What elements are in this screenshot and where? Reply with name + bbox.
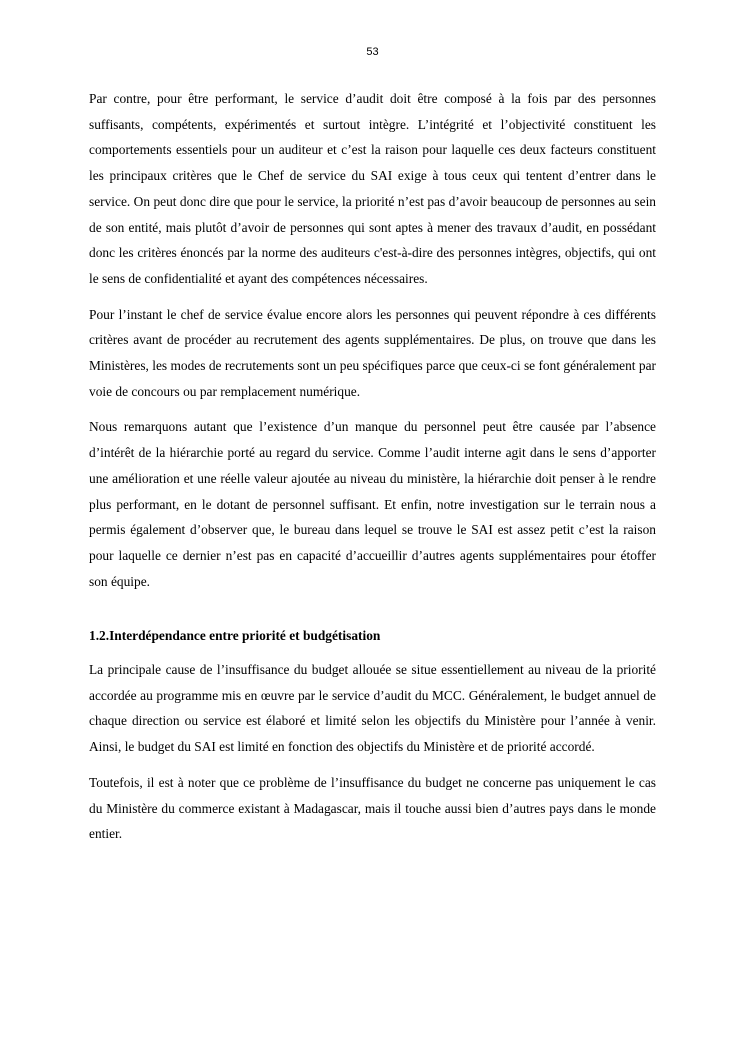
page-number: 53 [366, 46, 379, 58]
paragraph-recruitment-evaluation: Pour l’instant le chef de service évalue encore alors les personnes qui peuvent répondre à ces différents critères avant de procéder au recrutement des agents supplémentaires. De plus, on trouve que dans les Ministères, les modes de recrutements sont un peu spécifiques parce que ceux-ci se font généralement par voie de concours ou par remplacement numérique. [89, 306, 656, 399]
document-body [89, 86, 656, 857]
section-heading: 1.2.Interdépendance entre priorité et budgétisation [89, 628, 381, 644]
paragraph-budget-insufficiency: La principale cause de l’insuffisance du budget allouée se situe essentiellement au niveau de la priorité accordée au programme mis en œuvre par le service d’audit du MCC. Généralement, le budget annuel de chaque direction ou service est élaboré et limité selon les objectifs du Ministère pour l’année à venir. Ainsi, le budget du SAI est limité en fonction des objectifs du Ministère et de priorité accordé. [89, 662, 656, 755]
paragraph-audit-staff-qualities: Par contre, pour être performant, le service d’audit doit être composé à la fois par des personnes suffisants, compétents, expérimentés et surtout intègre. L’intégrité et l’objectivité constituent les comportements essentiels pour un auditeur et c’est la raison pour laquelle ces deux facteurs constituent les principaux critères que le Chef de service du SAI exige à tous ceux qui tentent d’entrer dans le service. On peut donc dire que pour le service, la priorité n’est pas d’avoir beaucoup de personnes au sein de son entité, mais plutôt d’avoir de personnes qui sont aptes à mener des travaux d’audit, en possédant donc les critères énoncés par la norme des auditeurs c'est-à-dire des personnes intègres, objectifs, qui ont le sens de confidentialité et ayant des compétences nécessaires. [89, 91, 656, 286]
paragraph-budget-other-countries: Toutefois, il est à noter que ce problème de l’insuffisance du budget ne concerne pas uniquement le cas du Ministère du commerce existant à Madagascar, mais il touche aussi bien d’autres pays dans le monde entier. [89, 774, 656, 842]
paragraph-staff-shortage-causes: Nous remarquons autant que l’existence d’un manque du personnel peut être causée par l’absence d’intérêt de la hiérarchie porté au regard du service. Comme l’audit interne agit dans le sens d’apporter une amélioration et une réelle valeur ajoutée au niveau du ministère, la hiérarchie doit penser à le rendre plus performant, en le dotant de personnel suffisant. Et enfin, notre investigation sur le terrain nous a permis également d’observer que, le bureau dans lequel se trouve le SAI est assez petit c’est la raison pour laquelle ce dernier n’est pas en capacité d’accueillir d’autres agents supplémentaires pour étoffer son équipe. [89, 419, 656, 589]
